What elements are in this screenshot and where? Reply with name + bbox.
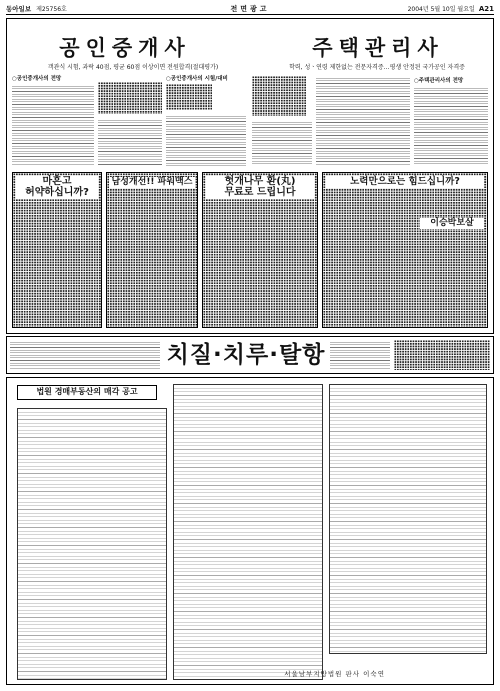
auction-table [329, 384, 487, 654]
ad-section-housing-outlook: ○주택관리사의 전망 [414, 78, 464, 84]
ad-headline-fortune: 노력만으로는 힘드십니까? [326, 176, 484, 188]
ad-section-realtor-exam: ○공인중개사의 시험/대비 [166, 76, 228, 82]
page-header [6, 3, 494, 15]
section-title: 전면광고 [230, 4, 270, 13]
ad-body-text [10, 340, 160, 370]
ad-photo [166, 84, 212, 110]
ad-headline-hovenia: 헛개나무 환(丸) 무료로 드립니다 [206, 176, 314, 199]
auction-table [173, 384, 323, 680]
ad-body-text [166, 114, 246, 166]
ad-block-powermax [106, 172, 198, 328]
ad-photo [98, 82, 162, 114]
ad-title-housing-manager: 주택관리사 [312, 35, 444, 60]
ad-photo [394, 340, 490, 370]
ad-body-text [252, 120, 312, 166]
ad-body-text [330, 340, 390, 370]
ad-subtitle-housing-manager: 학력, 성ㆍ연령 제한없는 전문자격증…평생 안정된 국가공인 자격증 [289, 64, 465, 71]
ad-photo [252, 76, 306, 116]
ad-title-realtor: 공인중개사 [59, 35, 191, 60]
ad-block-fortune [322, 172, 488, 328]
ad-headline-hemorrhoid: 치질·치루·탈항 [166, 342, 326, 368]
auction-title: 법원 경매부동산의 매각 공고 [17, 385, 157, 400]
ad-headline-vitality: 마흔고 허약하십니까? [16, 176, 98, 199]
page-number: A21 [478, 4, 494, 13]
issue-number: 제25756호 [36, 6, 67, 13]
ad-body-text [414, 86, 488, 166]
court-signature: 서울남부지방법원 판사 이숙연 [284, 670, 385, 678]
ad-name-fortune: 이승박보살 [420, 218, 484, 229]
ad-body-text [98, 118, 162, 166]
ad-headline-powermax: 남성개선!! 파워맥스 [109, 177, 195, 188]
auction-table [17, 408, 167, 680]
issue-date: 2004년 5월 10일 월요일 [407, 6, 475, 13]
ad-section-realtor-outlook: ○공인중개사의 전망 [12, 76, 62, 82]
ad-subtitle-realtor: 객관식 시험, 과락 40점, 평균 60점 이상이면 전원합격(절대평가) [47, 64, 219, 71]
newspaper-name: 동아일보 [6, 5, 32, 13]
court-auction-notice [6, 377, 494, 685]
ad-body-text [316, 76, 410, 166]
ad-body-text [12, 84, 94, 166]
